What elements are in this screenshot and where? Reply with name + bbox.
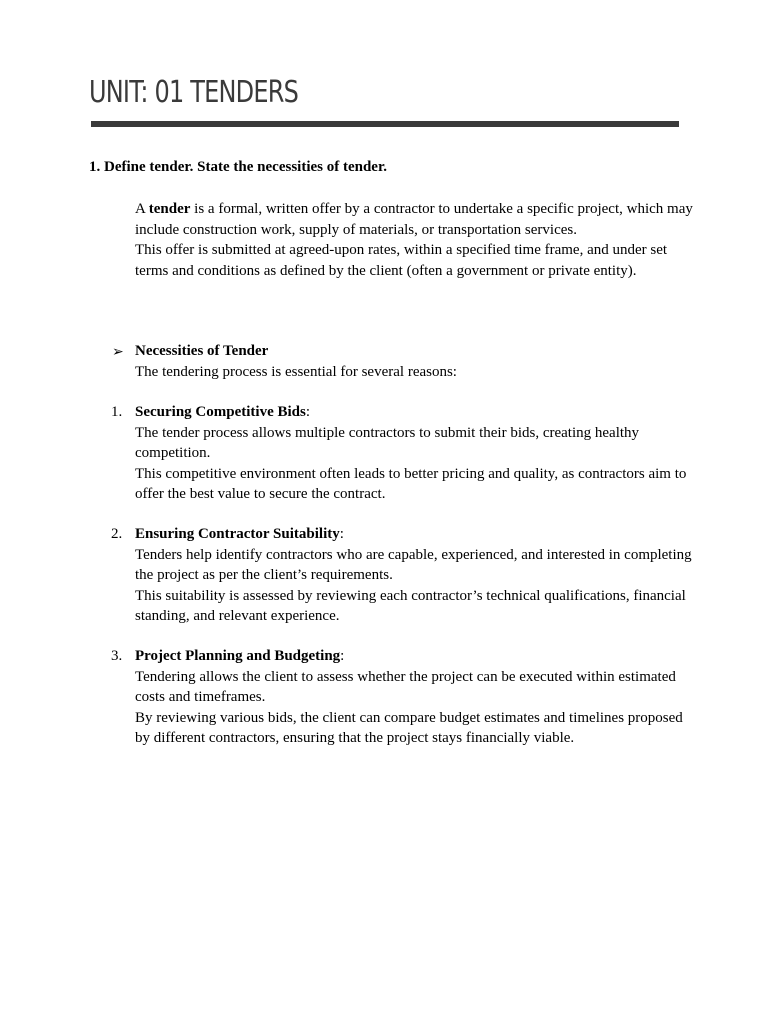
necessities-intro: The tendering process is essential for several reasons: xyxy=(135,363,457,380)
list-item-text: The tender process allows multiple contractors to submit their bids, creating healthy competition. xyxy=(135,424,640,461)
list-item: Ensuring Contractor Suitability: Tenders help identify contractors who are capable, experienced, and interested in completing the project as per the client’s requirements. This suitability is assessed by reviewing each contractor’s technical qualifications, financial standing, and relevant experience. xyxy=(135,524,695,627)
list-number: 3. xyxy=(111,648,123,664)
list-item-title: Project Planning and Budgeting xyxy=(135,648,341,664)
list-item: Project Planning and Budgeting: Tendering allows the client to assess whether the project can be executed within estimated costs and timeframes. By reviewing various bids, the client can compare budget estimates and timelines proposed by different contractors, ensuring that the project stays financially viable. xyxy=(135,646,695,749)
list-item-title: Securing Competitive Bids xyxy=(135,404,306,420)
list-item-text: This competitive environment often leads to better pricing and quality, as contractors aim to offer the best value to secure the contract. xyxy=(135,465,687,502)
page-title: UNIT: 01 TENDERS xyxy=(89,75,299,110)
definition-paragraph xyxy=(135,199,695,240)
definition-paragraph-2: This offer is submitted at agreed-upon rates, within a specified time frame, and under set terms and conditions as defined by the client (often a government or private entity). xyxy=(135,242,668,279)
definition-prefix: A xyxy=(135,201,149,217)
necessities-heading: Necessities of Tender xyxy=(135,343,269,359)
list-number: 1. xyxy=(111,404,123,420)
definition-block xyxy=(135,199,695,281)
list-item-text: This suitability is assessed by reviewing each contractor’s technical qualifications, financial standing, and relevant experience. xyxy=(135,587,686,624)
definition-text: is a formal, written offer by a contractor to undertake a specific project, which may include construction work, supply of materials, or transportation services. xyxy=(135,201,693,238)
definition-term: tender xyxy=(148,201,191,217)
list-item-text: By reviewing various bids, the client can compare budget estimates and timelines proposed by different contractors, ensuring that the project stays financially viable. xyxy=(135,709,683,746)
list-item-text: Tenders help identify contractors who are capable, experienced, and interested in completing the project as per the client’s requirements. xyxy=(135,546,692,583)
list-item-text: Tendering allows the client to assess whether the project can be executed within estimated costs and timeframes. xyxy=(135,668,676,705)
arrow-bullet-icon: ➢ xyxy=(112,344,124,360)
title-divider xyxy=(91,121,679,127)
necessities-block xyxy=(135,341,695,382)
list-item: Securing Competitive Bids: The tender process allows multiple contractors to submit their bids, creating healthy competition. This competitive environment often leads to better pricing and quality, as contractors aim to offer the best value to secure the contract. xyxy=(135,402,695,505)
list-item-title: Ensuring Contractor Suitability xyxy=(135,526,340,542)
list-number: 2. xyxy=(111,526,123,542)
question-heading: 1. Define tender. State the necessities of tender. xyxy=(89,159,388,175)
